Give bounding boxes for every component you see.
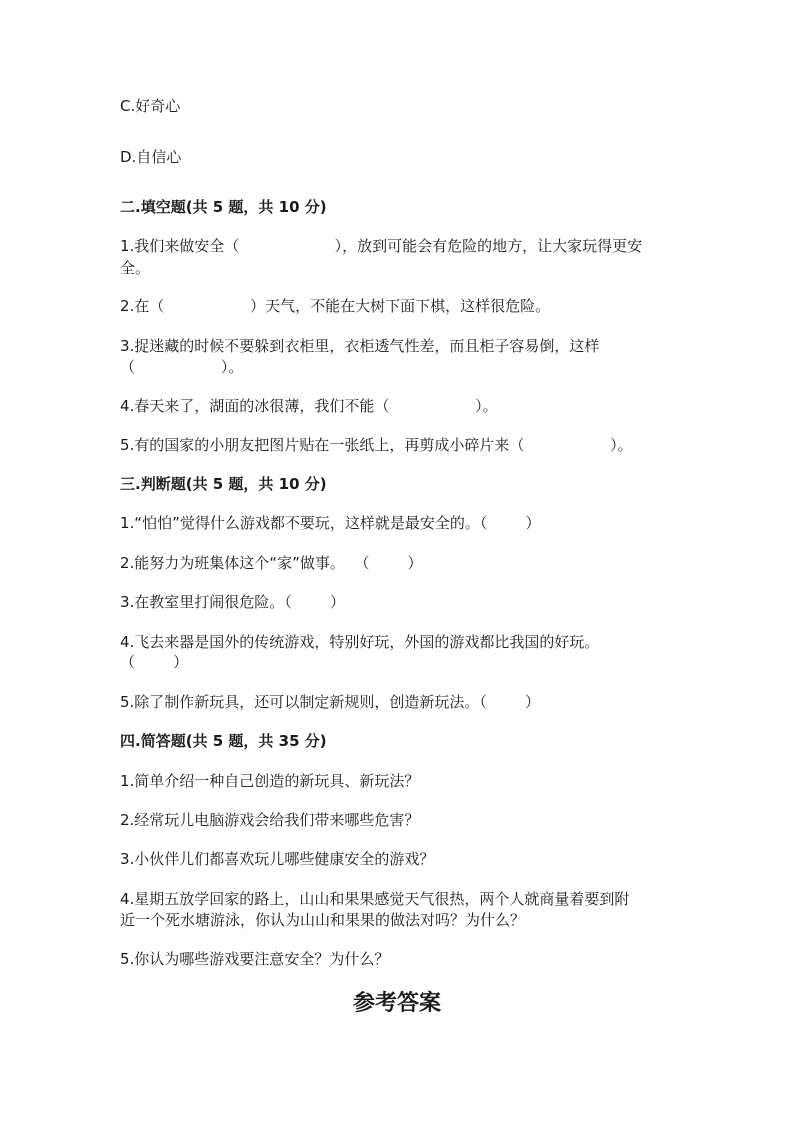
- option-d: D.自信心: [120, 148, 182, 166]
- section-4-heading: 四.简答题(共 5 题，共 35 分): [120, 732, 327, 750]
- judge-question-4-line-1: 4.飞去来器是国外的传统游戏，特别好玩，外国的游戏都比我国的好玩。: [120, 633, 600, 651]
- fill-question-1-line-1: 1.我们来做安全（ ），放到可能会有危险的地方，让大家玩得更安: [120, 237, 643, 255]
- judge-question-3: 3.在教室里打闹很危险。（ ）: [120, 593, 345, 611]
- judge-question-1: 1.“怕怕”觉得什么游戏都不要玩，这样就是最安全的。（ ）: [120, 514, 541, 532]
- short-question-4-line-2: 近一个死水塘游泳，你认为山山和果果的做法对吗？为什么？: [120, 911, 526, 929]
- judge-question-5: 5.除了制作新玩具，还可以制定新规则，创造新玩法。（ ）: [120, 693, 540, 711]
- short-question-4-line-1: 4.星期五放学回家的路上，山山和果果感觉天气很热，两个人就商量着要到附: [120, 890, 630, 908]
- fill-question-3-line-2: （ ）。: [120, 358, 244, 376]
- short-question-1: 1.简单介绍一种自己创造的新玩具、新玩法？: [120, 772, 420, 790]
- answer-title: 参考答案: [352, 990, 441, 1016]
- fill-question-2: 2.在（ ）天气，不能在大树下面下棋，这样很危险。: [120, 297, 551, 315]
- short-question-2: 2.经常玩儿电脑游戏会给我们带来哪些危害？: [120, 811, 420, 829]
- short-question-5: 5.你认为哪些游戏要注意安全？为什么？: [120, 950, 390, 968]
- fill-question-1-line-2: 全。: [120, 259, 151, 277]
- fill-question-3-line-1: 3.捉迷藏的时候不要躲到衣柜里，衣柜透气性差，而且柜子容易倒，这样: [120, 337, 600, 355]
- judge-question-2: 2.能努力为班集体这个“家”做事。 （ ）: [120, 554, 423, 572]
- option-c: C.好奇心: [120, 97, 181, 115]
- fill-question-4: 4.春天来了，湖面的冰很薄，我们不能（ ）。: [120, 397, 498, 415]
- fill-question-5: 5.有的国家的小朋友把图片贴在一张纸上，再剪成小碎片来（ ）。: [120, 436, 633, 454]
- section-3-heading: 三.判断题(共 5 题，共 10 分): [120, 475, 327, 493]
- section-2-heading: 二.填空题(共 5 题，共 10 分): [120, 198, 327, 216]
- judge-question-4-line-2: （ ）: [120, 653, 189, 671]
- short-question-3: 3.小伙伴儿们都喜欢玩儿哪些健康安全的游戏？: [120, 850, 435, 868]
